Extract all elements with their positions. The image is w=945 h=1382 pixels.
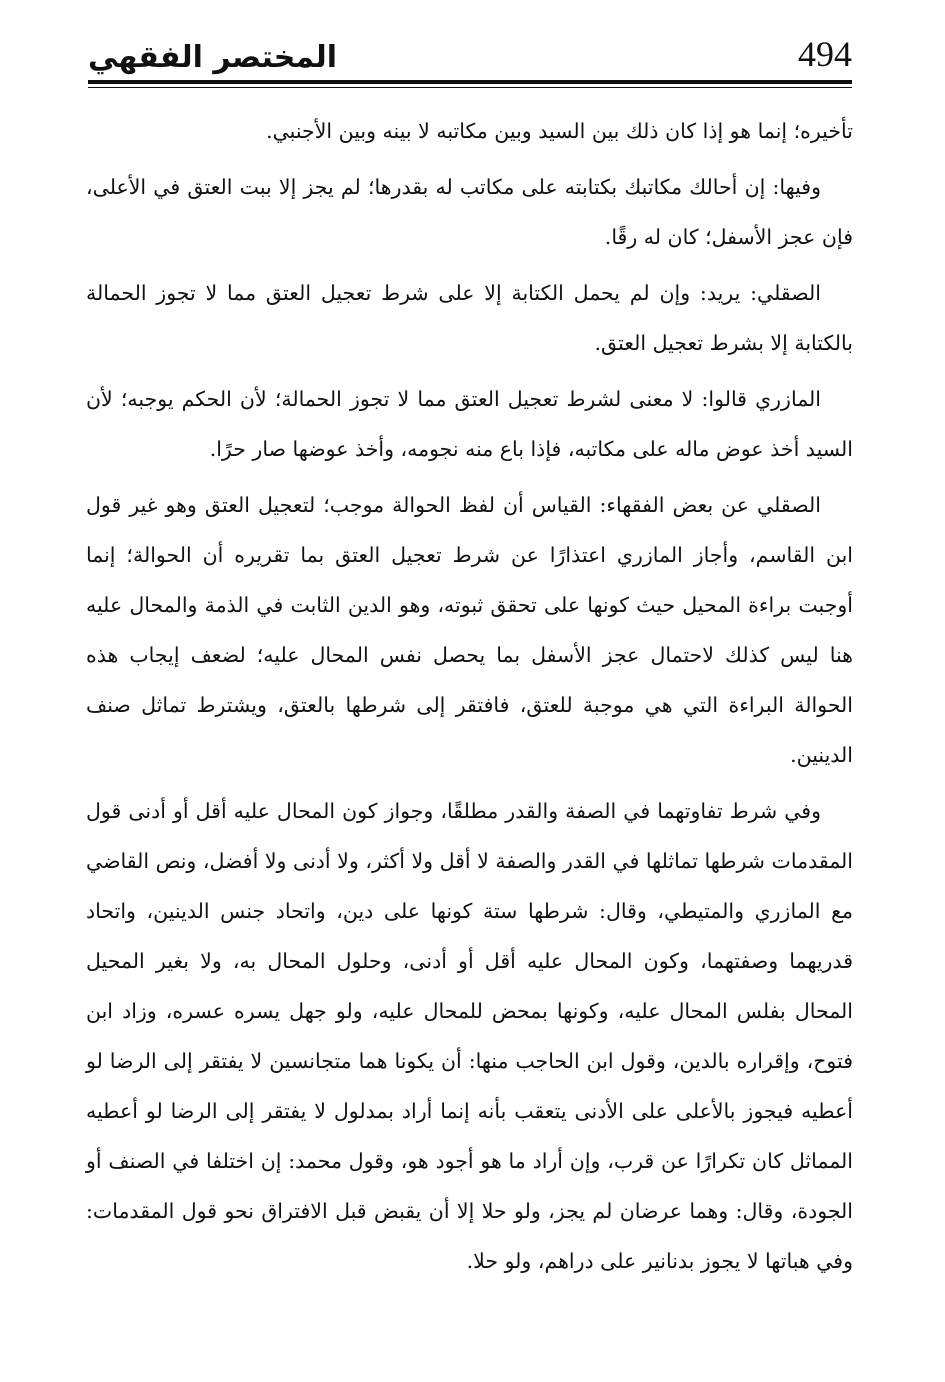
paragraph: تأخيره؛ إنما هو إذا كان ذلك بين السيد وبين مكاتبه لا بينه وبين الأجنبي.	[266, 119, 853, 143]
page-body	[86, 106, 853, 1292]
header-rule-thin	[88, 87, 852, 88]
paragraph: الصقلي عن بعض الفقهاء: القياس أن لفظ الحوالة موجب؛ لتعجيل العتق وهو غير قول ابن القاسم، وأجاز المازري اعتذارًا عن شرط تعجيل العتق بما تقريره أن الحوالة؛ إنما أوجبت براءة المحيل حيث كونها على تحقق ثبوته، وهو الدين الثابت في الذمة والمحال عليه هنا ليس كذلك لاحتمال عجز الأسفل بما يحصل نفس المحال عليه؛ لضعف إيجاب هذه الحوالة البراءة التي هي موجبة للعتق، فافتقر إلى شرطها بالعتق، ويشترط تماثل صنف الدينين.	[86, 493, 853, 767]
page-header	[88, 28, 852, 90]
running-book-title: المختصر الفقهي	[88, 40, 338, 75]
paragraph: وفي شرط تفاوتهما في الصفة والقدر مطلقًا، وجواز كون المحال عليه أقل أو أدنى قول المقدمات شرطها تماثلها في القدر والصفة لا أقل ولا أكثر، ولا أدنى ولا أفضل، ونص القاضي مع المازري والمتيطي، وقال: شرطها ستة كونها على دين، واتحاد جنس الدينين، واتحاد قدريهما وصفتهما، وكون المحال عليه أقل أو أدنى، وحلول المحال به، ولا بغير المحيل المحال بفلس المحال عليه، وكونها بمحض للمحال عليه، ولو جهل يسره عسره، وزاد ابن فتوح، وإقراره بالدين، وقول ابن الحاجب منها: أن يكونا هما متجانسين لا يفتقر إلى الرضا لو أعطيه فيجوز بالأعلى على الأدنى يتعقب بأنه إنما أراد بمدلول لا يفتقر إلى الرضا لو أعطيه المماثل كان تكرارًا عن قرب، وإن أراد ما هو أجود هو، وقول محمد: إن اختلفا في الصنف أو الجودة، وقال: وهما عرضان لم يجز، ولو حلا إلا أن يقبض قبل الافتراق نحو قول المقدمات: وفي هباتها لا يجوز بدنانير على دراهم، ولو حلا.	[86, 799, 853, 1273]
header-rule-thick	[88, 80, 852, 84]
page-number: 494	[798, 34, 852, 74]
paragraph: الصقلي: يريد: وإن لم يحمل الكتابة إلا على شرط تعجيل العتق مما لا تجوز الحمالة بالكتابة إلا بشرط تعجيل العتق.	[86, 281, 853, 355]
paragraph: وفيها: إن أحالك مكاتبك بكتابته على مكاتب له بقدرها؛ لم يجز إلا ببت العتق في الأعلى، فإن عجز الأسفل؛ كان له رقًا.	[86, 175, 853, 249]
paragraph: المازري قالوا: لا معنى لشرط تعجيل العتق مما لا تجوز الحمالة؛ لأن الحكم يوجبه؛ لأن السيد أخذ عوض ماله على مكاتبه، فإذا باع منه نجومه، وأخذ عوضها صار حرًا.	[86, 387, 853, 461]
